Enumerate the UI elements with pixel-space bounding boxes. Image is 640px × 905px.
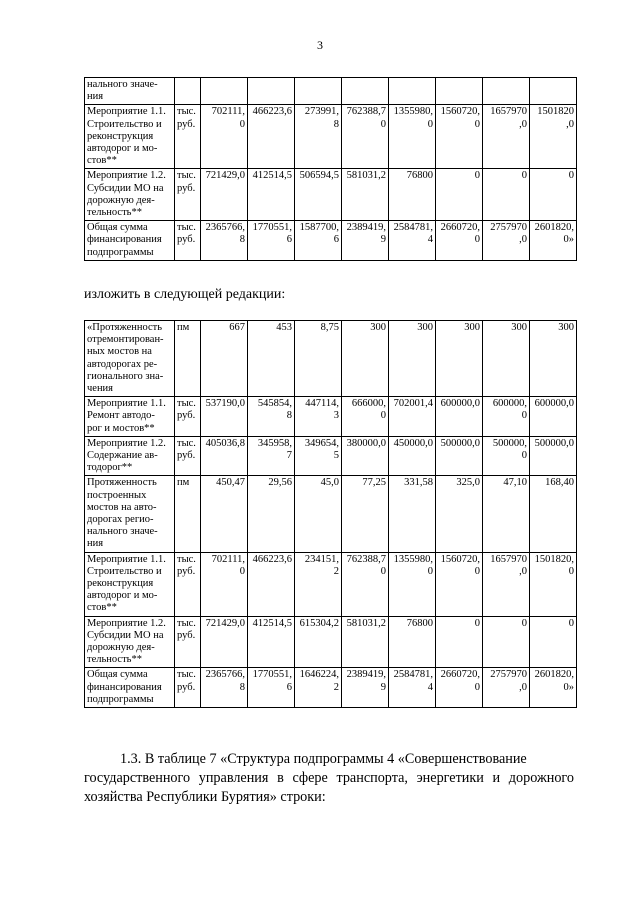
table-row <box>85 321 577 397</box>
value-cell: 600000,0 <box>530 397 577 437</box>
row-unit-cell: тыс. руб. <box>175 105 201 169</box>
value-cell: 1355980, 0 <box>389 105 436 169</box>
table-row <box>85 221 577 261</box>
value-cell: 2584781, 4 <box>389 221 436 261</box>
table-top-body <box>85 78 577 261</box>
value-cell: 412514,5 <box>248 616 295 668</box>
paragraph-line1: 1.3. В таблице 7 «Структура подпрограммы 4 «Совершенствование <box>120 751 527 767</box>
value-cell: 1770551, 6 <box>248 221 295 261</box>
value-cell: 2389419, 9 <box>342 221 389 261</box>
value-cell: 29,56 <box>248 476 295 552</box>
value-cell: 666000, 0 <box>342 397 389 437</box>
row-name-cell: Мероприятие 1.2. Субсидии МО на дорожную дея- тельность** <box>85 616 175 668</box>
value-cell: 1646224, 2 <box>295 668 342 708</box>
table-row <box>85 668 577 708</box>
table-row <box>85 436 577 476</box>
value-cell: 1355980, 0 <box>389 552 436 616</box>
row-unit-cell: пм <box>175 476 201 552</box>
value-cell: 450000,0 <box>389 436 436 476</box>
value-cell: 2757970 ,0 <box>483 221 530 261</box>
value-cell: 2601820, 0» <box>530 221 577 261</box>
row-name-cell: Общая сумма финансирования подпрограммы <box>85 221 175 261</box>
value-cell: 581031,2 <box>342 616 389 668</box>
row-name-cell: Мероприятие 1.2. Содержание ав- тодорог** <box>85 436 175 476</box>
table-row <box>85 476 577 552</box>
table-row <box>85 169 577 221</box>
value-cell <box>248 78 295 105</box>
value-cell: 500000,0 <box>530 436 577 476</box>
value-cell: 405036,8 <box>201 436 248 476</box>
table-row <box>85 552 577 616</box>
value-cell <box>436 78 483 105</box>
row-unit-cell: тыс. руб. <box>175 668 201 708</box>
table-row <box>85 397 577 437</box>
value-cell <box>295 78 342 105</box>
table-row <box>85 616 577 668</box>
row-unit-cell: тыс. руб. <box>175 397 201 437</box>
row-unit-cell: тыс. руб. <box>175 552 201 616</box>
value-cell: 300 <box>530 321 577 397</box>
value-cell: 466223,6 <box>248 552 295 616</box>
value-cell: 2660720, 0 <box>436 221 483 261</box>
value-cell: 0 <box>530 616 577 668</box>
value-cell: 466223,6 <box>248 105 295 169</box>
row-name-cell: нального значе- ния <box>85 78 175 105</box>
value-cell: 2365766, 8 <box>201 221 248 261</box>
value-cell: 1501820 ,0 <box>530 105 577 169</box>
value-cell: 0 <box>530 169 577 221</box>
value-cell: 77,25 <box>342 476 389 552</box>
row-name-cell: Мероприятие 1.2. Субсидии МО на дорожную дея- тельность** <box>85 169 175 221</box>
value-cell: 168,40 <box>530 476 577 552</box>
intro-text: изложить в следующей редакции: <box>84 287 286 302</box>
value-cell: 1560720, 0 <box>436 105 483 169</box>
value-cell: 615304,2 <box>295 616 342 668</box>
row-unit-cell: тыс. руб. <box>175 169 201 221</box>
value-cell: 1587700, 6 <box>295 221 342 261</box>
value-cell: 1657970 ,0 <box>483 105 530 169</box>
value-cell: 447114, 3 <box>295 397 342 437</box>
value-cell <box>389 78 436 105</box>
value-cell: 2389419, 9 <box>342 668 389 708</box>
value-cell: 2365766, 8 <box>201 668 248 708</box>
value-cell: 721429,0 <box>201 616 248 668</box>
value-cell: 412514,5 <box>248 169 295 221</box>
value-cell: 273991, 8 <box>295 105 342 169</box>
value-cell: 702111, 0 <box>201 105 248 169</box>
value-cell: 76800 <box>389 169 436 221</box>
row-unit-cell: тыс. руб. <box>175 616 201 668</box>
paragraph-rest: государственного управления в сфере транспорта, энергетики и дорожного хозяйства Республики Бурятия» строки: <box>84 770 574 805</box>
value-cell: 453 <box>248 321 295 397</box>
row-name-cell: Мероприятие 1.1. Строительство и реконструкция автодорог и мо- стов** <box>85 105 175 169</box>
value-cell: 2757970 ,0 <box>483 668 530 708</box>
value-cell: 0 <box>483 169 530 221</box>
value-cell: 1657970 ,0 <box>483 552 530 616</box>
value-cell: 1560720, 0 <box>436 552 483 616</box>
value-cell: 667 <box>201 321 248 397</box>
row-name-cell: Мероприятие 1.1. Ремонт автодо- рог и мостов** <box>85 397 175 437</box>
value-cell: 1501820, 0 <box>530 552 577 616</box>
value-cell: 0 <box>436 616 483 668</box>
value-cell: 545854, 8 <box>248 397 295 437</box>
row-name-cell: Протяженность построенных мостов на авто- дорогах регио- нального значе- ния <box>85 476 175 552</box>
value-cell <box>530 78 577 105</box>
value-cell: 762388,7 0 <box>342 105 389 169</box>
row-name-cell: Мероприятие 1.1. Строительство и реконструкция автодорог и мо- стов** <box>85 552 175 616</box>
value-cell: 1770551, 6 <box>248 668 295 708</box>
row-unit-cell: тыс. руб. <box>175 221 201 261</box>
table-row <box>85 78 577 105</box>
paragraph <box>84 750 574 807</box>
value-cell: 450,47 <box>201 476 248 552</box>
value-cell: 8,75 <box>295 321 342 397</box>
value-cell: 2584781, 4 <box>389 668 436 708</box>
value-cell <box>342 78 389 105</box>
value-cell: 300 <box>436 321 483 397</box>
value-cell: 762388,7 0 <box>342 552 389 616</box>
value-cell: 380000,0 <box>342 436 389 476</box>
table-bottom-body <box>85 321 577 708</box>
value-cell: 500000,0 <box>436 436 483 476</box>
value-cell: 234151, 2 <box>295 552 342 616</box>
value-cell <box>483 78 530 105</box>
table-top <box>84 77 577 261</box>
value-cell: 47,10 <box>483 476 530 552</box>
value-cell: 721429,0 <box>201 169 248 221</box>
value-cell: 0 <box>483 616 530 668</box>
value-cell <box>201 78 248 105</box>
table-row <box>85 105 577 169</box>
value-cell: 325,0 <box>436 476 483 552</box>
value-cell: 349654, 5 <box>295 436 342 476</box>
value-cell: 331,58 <box>389 476 436 552</box>
row-unit-cell: тыс. руб. <box>175 436 201 476</box>
table-bottom <box>84 320 577 708</box>
value-cell: 702001,4 <box>389 397 436 437</box>
row-unit-cell <box>175 78 201 105</box>
value-cell: 537190,0 <box>201 397 248 437</box>
value-cell: 500000, 0 <box>483 436 530 476</box>
value-cell: 300 <box>342 321 389 397</box>
page-number: 3 <box>317 38 323 52</box>
value-cell: 45,0 <box>295 476 342 552</box>
value-cell: 300 <box>483 321 530 397</box>
value-cell: 600000, 0 <box>483 397 530 437</box>
value-cell: 345958, 7 <box>248 436 295 476</box>
value-cell: 300 <box>389 321 436 397</box>
row-name-cell: «Протяженность отремонтирован- ных мостов на автодорогах ре- гионального зна- чения <box>85 321 175 397</box>
value-cell: 0 <box>436 169 483 221</box>
row-name-cell: Общая сумма финансирования подпрограммы <box>85 668 175 708</box>
value-cell: 2601820, 0» <box>530 668 577 708</box>
value-cell: 2660720, 0 <box>436 668 483 708</box>
value-cell: 600000,0 <box>436 397 483 437</box>
row-unit-cell: пм <box>175 321 201 397</box>
value-cell: 581031,2 <box>342 169 389 221</box>
value-cell: 506594,5 <box>295 169 342 221</box>
value-cell: 76800 <box>389 616 436 668</box>
value-cell: 702111, 0 <box>201 552 248 616</box>
